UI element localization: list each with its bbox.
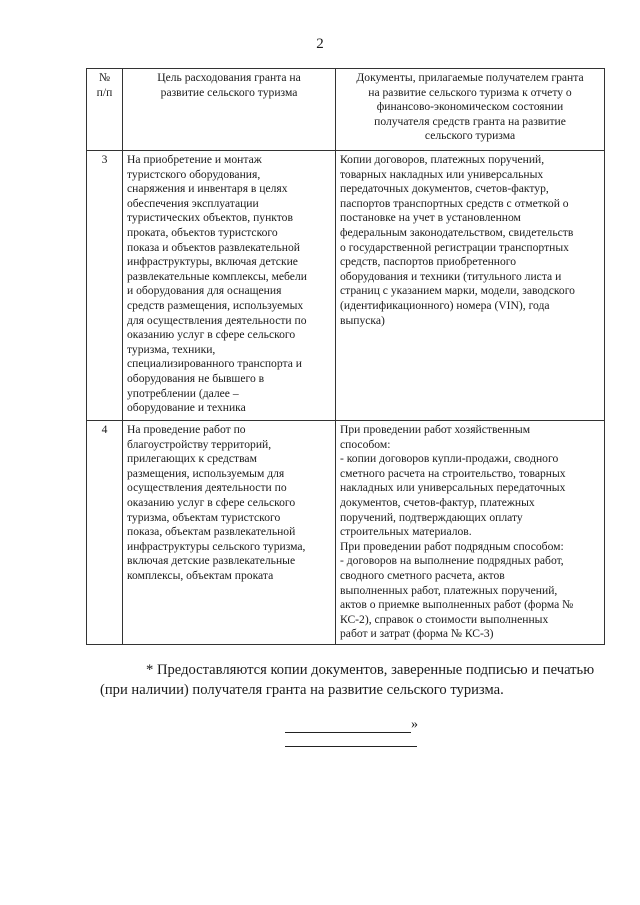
documents-table (86, 68, 605, 645)
header-number-line: п/п (96, 85, 113, 99)
table-row (87, 151, 605, 421)
docs-line: При проведении работ хозяйственным (340, 423, 531, 436)
docs-line: способом: (340, 437, 391, 451)
docs-line: сводного сметного расчета, актов (340, 568, 505, 582)
signature-area (285, 714, 425, 733)
docs-line: средств, паспортов приобретенного (340, 255, 517, 269)
row-purpose (123, 421, 336, 645)
header-documents (336, 69, 605, 151)
table-row (87, 421, 605, 645)
purpose-line: туризма, техники, (127, 342, 216, 356)
docs-line: страниц с указанием марки, модели, заводского (340, 284, 575, 298)
docs-line: документов, счетов-фактур, платежных (340, 495, 535, 509)
purpose-line: показа и объектов развлекательной (127, 240, 301, 254)
row-documents (336, 151, 605, 421)
docs-line: товарных накладных или универсальных (340, 167, 544, 181)
docs-line: выпуска) (340, 313, 385, 327)
docs-line: постановке на учет в установленном (340, 211, 521, 225)
docs-line: передаточных документов, счетов-фактур, (340, 182, 549, 196)
row-purpose (123, 151, 336, 421)
docs-line: накладных или универсальных передаточных (340, 481, 566, 495)
header-docs-line: финансово-экономическом состоянии (376, 100, 564, 114)
purpose-line: На приобретение и монтаж (127, 153, 262, 166)
purpose-line: прилегающих к средствам (127, 452, 257, 466)
header-purpose (123, 69, 336, 151)
purpose-line: оборудования не бывшего в (127, 371, 265, 385)
table-header-row (87, 69, 605, 151)
docs-line: При проведении работ подрядным способом: (340, 539, 564, 553)
purpose-line: проката, объектов туристского (127, 225, 278, 239)
page-number: 2 (316, 36, 324, 52)
footnote-line: (при наличии) получателя гранта на развитие сельского туризма. (100, 682, 504, 698)
row-documents (336, 421, 605, 645)
purpose-line: обеспечения эксплуатации (127, 196, 259, 210)
purpose-line: и оборудования для оснащения (127, 284, 282, 298)
docs-line: паспортов транспортных средств с отметкой о (340, 196, 569, 210)
purpose-line: туристского оборудования, (127, 167, 261, 181)
purpose-line: благоустройству территорий, (127, 437, 272, 451)
purpose-line: развлекательные комплексы, мебели (127, 269, 307, 283)
purpose-line: снаряжения и инвентаря в целях (127, 182, 288, 196)
docs-line: поручений, подтверждающих оплату (340, 510, 523, 524)
docs-line: актов о приемке выполненных работ (форма № (340, 598, 574, 612)
purpose-line: комплексы, объектам проката (127, 568, 274, 582)
purpose-line: размещения, используемым для (127, 466, 285, 480)
header-purpose-line: развитие сельского туризма (160, 85, 298, 99)
docs-line: строительных материалов. (340, 525, 472, 539)
purpose-line: показа, объектам развлекательной (127, 525, 296, 539)
purpose-line: туристических объектов, пунктов (127, 211, 293, 225)
purpose-line: туризма, объектам туристского (127, 510, 281, 524)
docs-line: Копии договоров, платежных поручений, (340, 153, 545, 166)
purpose-line: оказанию услуг в сфере сельского (127, 495, 296, 509)
purpose-line: для осуществления деятельности по (127, 313, 307, 327)
docs-line: работ и затрат (форма № КС-3) (340, 627, 494, 641)
footnote-line: * Предоставляются копии документов, заверенные подписью и печатью (146, 662, 595, 678)
docs-line: оборудования и техники (титульного листа и (340, 269, 562, 283)
docs-line: выполненных работ, платежных поручений, (340, 583, 558, 597)
purpose-line: включая детские развлекательные (127, 554, 296, 568)
signature-line (285, 746, 417, 747)
purpose-line: На проведение работ по (127, 423, 246, 436)
header-number (87, 69, 123, 151)
row-number: 3 (87, 151, 123, 421)
signature-line (285, 714, 411, 733)
purpose-line: употреблении (далее – (127, 386, 239, 400)
closing-quote: » (411, 717, 418, 732)
purpose-line: осуществления деятельности по (127, 481, 287, 495)
docs-line: КС-2), справок о стоимости выполненных (340, 612, 549, 626)
header-docs-line: получателя средств гранта на развитие (374, 114, 566, 128)
header-purpose-line: Цель расходования гранта на (157, 71, 301, 84)
purpose-line: оказанию услуг в сфере сельского (127, 328, 296, 342)
docs-line: - договоров на выполнение подрядных работ, (340, 554, 564, 568)
footnote (100, 660, 612, 700)
header-docs-line: сельского туризма (424, 129, 516, 143)
purpose-line: средств размещения, используемых (127, 298, 304, 312)
purpose-line: инфраструктуры сельского туризма, (127, 539, 306, 553)
header-docs-line: на развитие сельского туризма к отчету о (368, 85, 572, 99)
row-number: 4 (87, 421, 123, 645)
header-docs-line: Документы, прилагаемые получателем гранта (356, 71, 584, 84)
purpose-line: инфраструктуры, включая детские (127, 255, 298, 269)
docs-line: - копии договоров купли-продажи, сводного (340, 452, 559, 466)
docs-line: (идентификационного) номера (VIN), года (340, 298, 550, 312)
purpose-line: оборудование и техника (127, 401, 246, 415)
purpose-line: специализированного транспорта и (127, 357, 302, 371)
docs-line: федеральным законодательством, свидетельств (340, 225, 574, 239)
docs-line: сметного расчета на строительство, товарных (340, 466, 566, 480)
header-number-line: № (98, 71, 111, 84)
docs-line: о государственной регистрации транспортных (340, 240, 569, 254)
